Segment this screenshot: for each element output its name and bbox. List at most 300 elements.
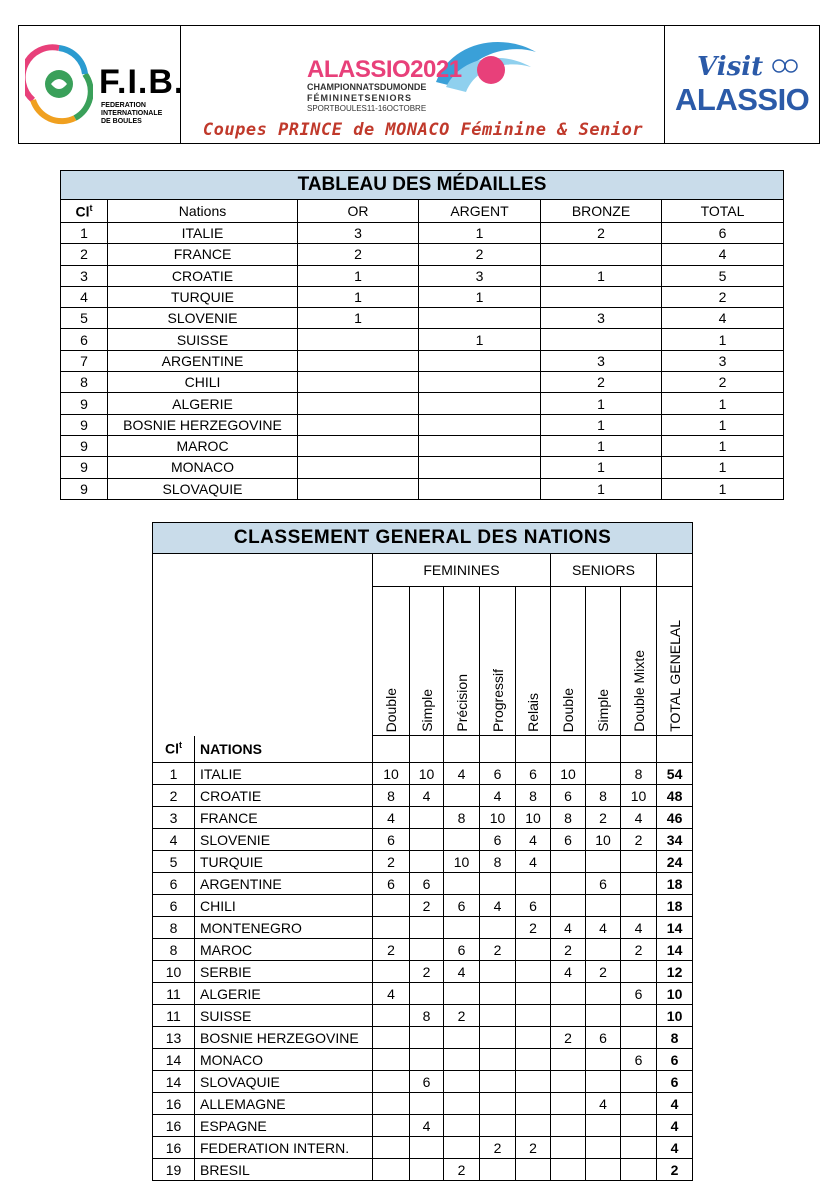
bronze-cell [541, 244, 662, 265]
classement-row [153, 917, 693, 939]
score-cell: 4 [444, 763, 480, 785]
classement-table [152, 522, 693, 1181]
rank-cell: 4 [153, 829, 195, 851]
score-cell [551, 1093, 586, 1115]
nation-cell: ARGENTINE [195, 873, 373, 895]
group-feminines: FEMININES [373, 554, 551, 587]
score-cell [480, 1071, 516, 1093]
score-cell: 6 [373, 829, 410, 851]
score-cell [373, 1027, 410, 1049]
nation-cell: MAROC [195, 939, 373, 961]
score-cell: 4 [516, 851, 551, 873]
score-cell: 4 [621, 917, 657, 939]
score-cell [551, 851, 586, 873]
medal-table-title: TABLEAU DES MÉDAILLES [61, 171, 784, 200]
rank-cell: 11 [153, 983, 195, 1005]
nation-cell: FRANCE [195, 807, 373, 829]
discipline-header [516, 587, 551, 736]
medal-row [61, 457, 784, 478]
medal-row [61, 265, 784, 286]
visit-text: Visit [697, 52, 764, 82]
discipline-header [410, 587, 444, 736]
coupes-subtitle: Coupes PRINCE de MONACO Féminine & Senior [202, 120, 644, 140]
nation-cell: CROATIE [108, 265, 298, 286]
blank-cell [480, 736, 516, 763]
nation-cell: MAROC [108, 435, 298, 456]
bronze-cell: 3 [541, 350, 662, 371]
total-cell: 6 [662, 223, 784, 244]
classement-row [153, 785, 693, 807]
score-cell: 10 [410, 763, 444, 785]
score-cell [621, 1005, 657, 1027]
score-cell: 4 [480, 785, 516, 807]
bronze-cell: 2 [541, 372, 662, 393]
score-cell: 6 [621, 983, 657, 1005]
score-cell: 6 [621, 1049, 657, 1071]
total-cell: 14 [657, 917, 693, 939]
score-cell [410, 1159, 444, 1181]
nation-cell: MONACO [195, 1049, 373, 1071]
score-cell: 2 [410, 961, 444, 983]
event-title: ALASSIO2021 [307, 56, 462, 83]
blank-cell [444, 736, 480, 763]
or-cell [298, 414, 419, 435]
or-cell [298, 478, 419, 499]
score-cell [373, 1137, 410, 1159]
rank-cell: 5 [153, 851, 195, 873]
rank-cell: 13 [153, 1027, 195, 1049]
or-cell: 1 [298, 265, 419, 286]
bronze-cell: 1 [541, 414, 662, 435]
col-nations: Nations [108, 200, 298, 223]
rank-cell: 3 [61, 265, 108, 286]
argent-cell: 2 [419, 244, 541, 265]
score-cell [410, 1137, 444, 1159]
fib-logo-block [19, 26, 185, 143]
rank-cell: 14 [153, 1071, 195, 1093]
discipline-header [551, 587, 586, 736]
medal-row [61, 223, 784, 244]
score-cell: 4 [551, 961, 586, 983]
score-cell: 6 [480, 763, 516, 785]
score-cell: 8 [551, 807, 586, 829]
score-cell [480, 1093, 516, 1115]
score-cell [586, 895, 621, 917]
score-cell [551, 1005, 586, 1027]
score-cell [621, 1027, 657, 1049]
total-cell: 10 [657, 1005, 693, 1027]
classement-row [153, 939, 693, 961]
score-cell [516, 1093, 551, 1115]
argent-cell [419, 372, 541, 393]
nation-cell: ITALIE [195, 763, 373, 785]
discipline-header [586, 587, 621, 736]
blank-cell [657, 736, 693, 763]
argent-cell: 1 [419, 329, 541, 350]
bronze-cell: 1 [541, 435, 662, 456]
score-cell [444, 785, 480, 807]
medal-row [61, 372, 784, 393]
score-cell: 4 [410, 785, 444, 807]
total-cell: 5 [662, 265, 784, 286]
discipline-label: Simple [418, 689, 435, 732]
or-cell [298, 372, 419, 393]
score-cell: 8 [516, 785, 551, 807]
score-cell: 4 [373, 983, 410, 1005]
blank-cell [516, 736, 551, 763]
score-cell [480, 1115, 516, 1137]
score-cell: 10 [373, 763, 410, 785]
score-cell [621, 1093, 657, 1115]
or-cell [298, 350, 419, 371]
score-cell: 10 [621, 785, 657, 807]
total-cell: 4 [657, 1137, 693, 1159]
score-cell: 2 [621, 939, 657, 961]
argent-cell [419, 435, 541, 456]
classement-row [153, 1071, 693, 1093]
score-cell [480, 961, 516, 983]
nation-cell: CHILI [195, 895, 373, 917]
rank-cell: 6 [153, 873, 195, 895]
score-cell [410, 983, 444, 1005]
score-cell [621, 851, 657, 873]
score-cell: 8 [373, 785, 410, 807]
rank-cell: 6 [61, 329, 108, 350]
score-cell [586, 1071, 621, 1093]
rank-cell: 9 [61, 435, 108, 456]
rank-cell: 1 [153, 763, 195, 785]
score-cell [551, 1071, 586, 1093]
score-cell: 6 [410, 873, 444, 895]
total-cell: 1 [662, 435, 784, 456]
nation-cell: SLOVAQUIE [195, 1071, 373, 1093]
nation-cell: ALLEMAGNE [195, 1093, 373, 1115]
classement-row [153, 961, 693, 983]
score-cell: 4 [621, 807, 657, 829]
score-cell: 6 [551, 785, 586, 807]
discipline-header [621, 587, 657, 736]
score-cell: 2 [586, 807, 621, 829]
classement-row [153, 807, 693, 829]
score-cell: 4 [551, 917, 586, 939]
group-blank [657, 554, 693, 587]
discipline-label: Double [560, 687, 576, 732]
medal-row [61, 478, 784, 499]
score-cell [621, 873, 657, 895]
total-cell: 18 [657, 895, 693, 917]
classement-row [153, 1027, 693, 1049]
score-cell: 10 [444, 851, 480, 873]
score-cell: 2 [444, 1005, 480, 1027]
rank-cell: 11 [153, 1005, 195, 1027]
classement-row [153, 1115, 693, 1137]
score-cell [444, 1049, 480, 1071]
score-cell [621, 895, 657, 917]
score-cell: 2 [480, 939, 516, 961]
rank-cell: 9 [61, 393, 108, 414]
nation-cell: ITALIE [108, 223, 298, 244]
total-cell: 24 [657, 851, 693, 873]
col-bronze: BRONZE [541, 200, 662, 223]
total-cell: 1 [662, 329, 784, 350]
score-cell [516, 873, 551, 895]
score-cell: 4 [480, 895, 516, 917]
classement-row [153, 895, 693, 917]
score-cell: 6 [586, 873, 621, 895]
total-cell: 2 [657, 1159, 693, 1181]
score-cell [551, 983, 586, 1005]
rank-cell: 16 [153, 1093, 195, 1115]
total-cell: 4 [657, 1115, 693, 1137]
score-cell: 2 [516, 1137, 551, 1159]
score-cell: 6 [444, 939, 480, 961]
argent-cell: 3 [419, 265, 541, 286]
argent-cell: 1 [419, 223, 541, 244]
discipline-label: TOTAL GENELAL [666, 620, 683, 732]
score-cell [586, 1137, 621, 1159]
nation-cell: BRESIL [195, 1159, 373, 1181]
score-cell: 6 [586, 1027, 621, 1049]
total-cell: 48 [657, 785, 693, 807]
nation-cell: CHILI [108, 372, 298, 393]
event-line3: SPORTBOULES11-16OCTOBRE [307, 104, 427, 113]
nation-cell: MONACO [108, 457, 298, 478]
medal-row [61, 435, 784, 456]
score-cell: 6 [373, 873, 410, 895]
score-cell [516, 1071, 551, 1093]
total-cell: 6 [657, 1049, 693, 1071]
total-cell: 1 [662, 457, 784, 478]
total-cell: 1 [662, 414, 784, 435]
score-cell [373, 1115, 410, 1137]
argent-cell [419, 393, 541, 414]
argent-cell [419, 414, 541, 435]
score-cell [586, 851, 621, 873]
rank-cell: 16 [153, 1115, 195, 1137]
medal-table [60, 170, 784, 500]
classement-title: CLASSEMENT GENERAL DES NATIONS [153, 523, 693, 554]
blank-cell [621, 736, 657, 763]
score-cell: 4 [516, 829, 551, 851]
discipline-header [373, 587, 410, 736]
score-cell [480, 1049, 516, 1071]
total-cell: 54 [657, 763, 693, 785]
total-cell: 4 [657, 1093, 693, 1115]
score-cell [410, 1027, 444, 1049]
classement-row [153, 1159, 693, 1181]
discipline-label: Précision [453, 674, 470, 732]
score-cell [480, 873, 516, 895]
total-cell: 14 [657, 939, 693, 961]
score-cell [480, 1027, 516, 1049]
score-cell [444, 1115, 480, 1137]
score-cell [516, 961, 551, 983]
score-cell: 8 [480, 851, 516, 873]
nation-cell: SERBIE [195, 961, 373, 983]
nation-cell: ESPAGNE [195, 1115, 373, 1137]
score-cell [410, 829, 444, 851]
score-cell: 2 [516, 917, 551, 939]
rank-cell: 2 [61, 244, 108, 265]
score-cell [373, 1049, 410, 1071]
total-cell: 2 [662, 286, 784, 307]
score-cell [551, 895, 586, 917]
score-cell: 10 [586, 829, 621, 851]
score-cell: 10 [551, 763, 586, 785]
score-cell: 4 [373, 807, 410, 829]
col-clt: Cl$^t$ [153, 736, 195, 763]
score-cell [586, 983, 621, 1005]
nation-cell: BOSNIE HERZEGOVINE [108, 414, 298, 435]
score-cell [444, 1027, 480, 1049]
classement-row [153, 763, 693, 785]
score-cell [516, 983, 551, 1005]
discipline-header [657, 587, 693, 736]
argent-cell [419, 308, 541, 329]
nation-cell: SLOVAQUIE [108, 478, 298, 499]
score-cell: 8 [444, 807, 480, 829]
blank-cell [373, 736, 410, 763]
discipline-label: Double Mixte [630, 650, 647, 732]
score-cell: 2 [410, 895, 444, 917]
score-cell: 8 [586, 785, 621, 807]
score-cell: 4 [410, 1115, 444, 1137]
bronze-cell: 1 [541, 457, 662, 478]
score-cell: 8 [621, 763, 657, 785]
score-cell: 10 [480, 807, 516, 829]
fib-subtitle: FEDERATION INTERNATIONALE DE BOULES [101, 102, 163, 125]
classement-row [153, 1137, 693, 1159]
rank-cell: 4 [61, 286, 108, 307]
score-cell: 2 [373, 851, 410, 873]
total-cell: 34 [657, 829, 693, 851]
medal-row [61, 244, 784, 265]
event-line1: CHAMPIONNATSDUMONDE [307, 82, 427, 92]
score-cell [516, 1027, 551, 1049]
classement-row [153, 829, 693, 851]
blank-cell [586, 736, 621, 763]
or-cell [298, 435, 419, 456]
nation-cell: BOSNIE HERZEGOVINE [195, 1027, 373, 1049]
score-cell: 2 [621, 829, 657, 851]
classement-row [153, 1005, 693, 1027]
score-cell [480, 917, 516, 939]
score-cell [373, 1071, 410, 1093]
nation-cell: TURQUIE [195, 851, 373, 873]
nation-cell: SUISSE [108, 329, 298, 350]
total-cell: 1 [662, 393, 784, 414]
classement-row [153, 873, 693, 895]
decorative-fish-icon [765, 58, 805, 74]
nation-cell: ARGENTINE [108, 350, 298, 371]
score-cell: 6 [410, 1071, 444, 1093]
total-cell: 2 [662, 372, 784, 393]
classement-row [153, 983, 693, 1005]
score-cell: 2 [586, 961, 621, 983]
argent-cell [419, 478, 541, 499]
nation-cell: SUISSE [195, 1005, 373, 1027]
bronze-cell: 1 [541, 478, 662, 499]
classement-row [153, 1049, 693, 1071]
score-cell [444, 983, 480, 1005]
discipline-label: Relais [525, 693, 541, 732]
bronze-cell: 1 [541, 265, 662, 286]
score-cell [621, 1137, 657, 1159]
blank-cell [551, 736, 586, 763]
bronze-cell: 1 [541, 393, 662, 414]
score-cell [586, 1159, 621, 1181]
score-cell [444, 873, 480, 895]
argent-cell: 1 [419, 286, 541, 307]
nation-cell: MONTENEGRO [195, 917, 373, 939]
score-cell: 2 [480, 1137, 516, 1159]
score-cell: 10 [516, 807, 551, 829]
score-cell [621, 961, 657, 983]
blank-cell [410, 736, 444, 763]
bronze-cell [541, 329, 662, 350]
argent-cell [419, 457, 541, 478]
or-cell: 1 [298, 286, 419, 307]
score-cell [373, 895, 410, 917]
score-cell [516, 1115, 551, 1137]
score-cell [480, 1159, 516, 1181]
rank-cell: 8 [153, 917, 195, 939]
score-cell [586, 1049, 621, 1071]
alassio-brand: ALASSIO [675, 82, 810, 117]
score-cell [373, 1005, 410, 1027]
score-cell [551, 1115, 586, 1137]
rank-cell: 14 [153, 1049, 195, 1071]
score-cell [516, 1049, 551, 1071]
score-cell: 6 [480, 829, 516, 851]
discipline-header [444, 587, 480, 736]
score-cell [551, 873, 586, 895]
or-cell [298, 393, 419, 414]
rank-cell: 7 [61, 350, 108, 371]
medal-row [61, 286, 784, 307]
nation-cell: FRANCE [108, 244, 298, 265]
rank-cell: 10 [153, 961, 195, 983]
score-cell [373, 1159, 410, 1181]
blank-header-cell [153, 554, 373, 736]
score-cell [551, 1159, 586, 1181]
score-cell [516, 1159, 551, 1181]
rank-cell: 1 [61, 223, 108, 244]
argent-cell [419, 350, 541, 371]
total-cell: 4 [662, 308, 784, 329]
score-cell [621, 1115, 657, 1137]
score-cell [621, 1071, 657, 1093]
bronze-cell [541, 286, 662, 307]
or-cell: 2 [298, 244, 419, 265]
score-cell [444, 917, 480, 939]
total-cell: 18 [657, 873, 693, 895]
total-cell: 12 [657, 961, 693, 983]
score-cell [410, 1093, 444, 1115]
visit-alassio-block [665, 26, 819, 143]
group-seniors: SENIORS [551, 554, 657, 587]
score-cell [551, 1137, 586, 1159]
col-total: TOTAL [662, 200, 784, 223]
or-cell [298, 457, 419, 478]
score-cell [480, 1005, 516, 1027]
score-cell [516, 939, 551, 961]
score-cell [551, 1049, 586, 1071]
score-cell: 6 [551, 829, 586, 851]
medal-row [61, 393, 784, 414]
score-cell [373, 917, 410, 939]
bronze-cell: 2 [541, 223, 662, 244]
